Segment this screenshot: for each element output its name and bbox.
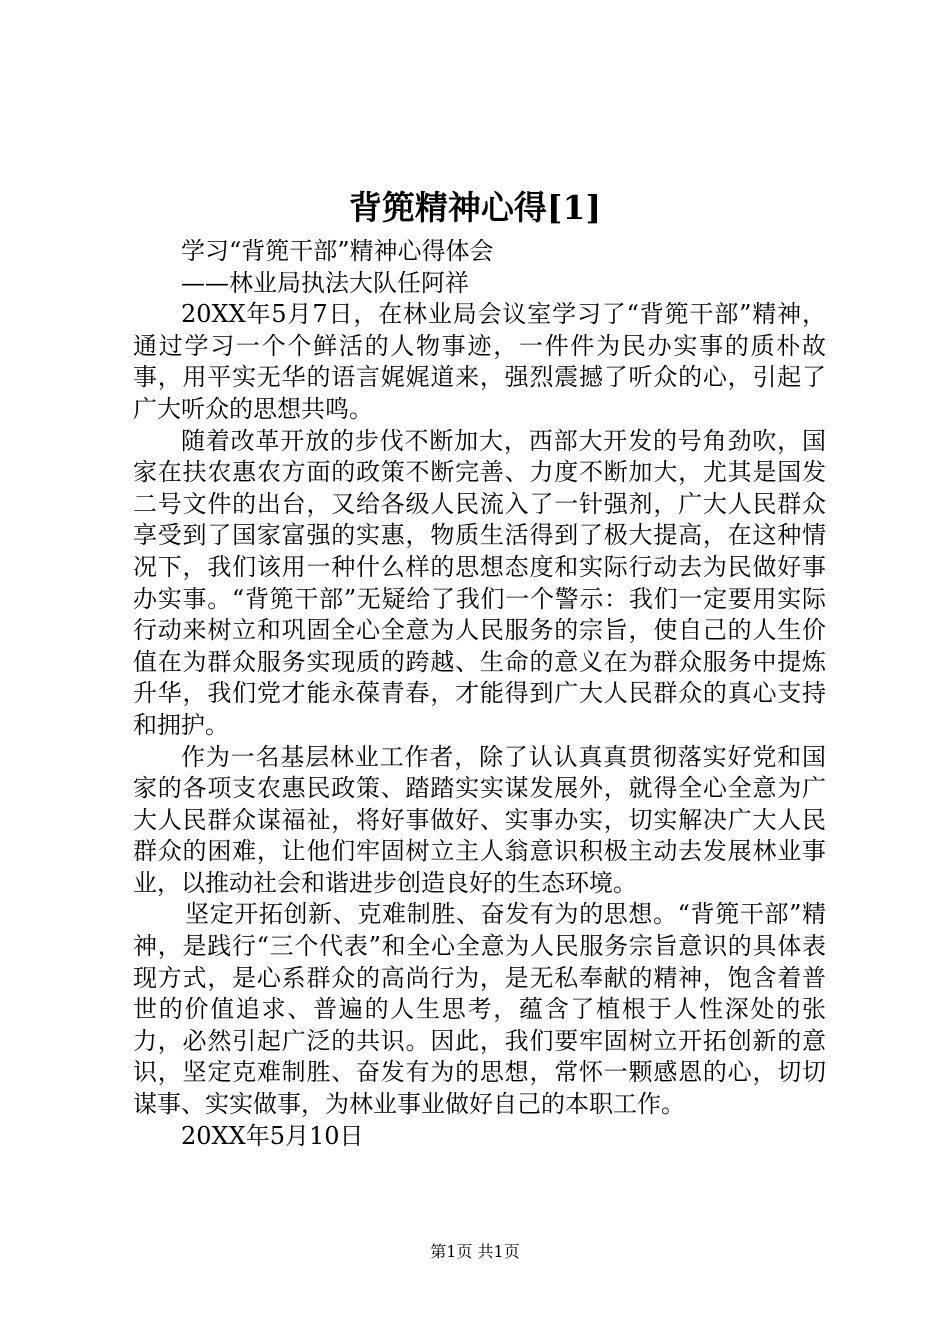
paragraph: 20XX年5月7日，在林业局会议室学习了“背篼干部”精神，通过学习一个个鲜活的人物事迹，一件件为民办实事的质朴故事，用平实无华的语言娓娓道来，强烈震撼了听众的心，引起了广大听众的思想共鸣。 — [133, 300, 826, 423]
date-line: 20XX年5月10日 — [181, 1121, 364, 1150]
paragraph: 随着改革开放的步伐不断加大，西部大开发的号角劲吹，国家在扶农惠农方面的政策不断完善、力度不断加大，尤其是国发二号文件的出台，又给各级人民流入了一针强剂，广大人民群众享受到了国家富强的实惠，物质生活得到了极大提高，在这种情况下，我们该用一种什么样的思想态度和实际行动去为民做好事办实事。“背篼干部”无疑给了我们一个警示：我们一定要用实际行动来树立和巩固全心全意为人民服务的宗旨，使自己的人生价值在为群众服务实现质的跨越、生命的意义在为群众服务中提炼升华，我们党才能永葆青春，才能得到广大人民群众的真心支持和拥护。 — [133, 426, 826, 739]
paragraph: 作为一名基层林业工作者，除了认认真真贯彻落实好党和国家的各项支农惠民政策、踏踏实实谋发展外，就得全心全意为广大人民群众谋福祉，将好事做好、实事办实，切实解决广大人民群众的困难，让他们牢固树立主人翁意识积极主动去发展林业事业，以推动社会和谐进步创造良好的生态环境。 — [133, 742, 826, 897]
subtitle: 学习“背篼干部”精神心得体会 — [181, 237, 494, 265]
document-body — [133, 236, 826, 1152]
page-footer: 第1页 共1页 — [430, 1242, 520, 1261]
paragraph: 坚定开拓创新、克难制胜、奋发有为的思想。“背篼干部”精神，是践行“三个代表”和全心全意为人民服务宗旨意识的具体表现方式，是心系群众的高尚行为，是无私奉献的精神，饱含着普世的价值追求、普遍的人生思考，蕴含了植根于人性深处的张力，必然引起广泛的共识。因此，我们要牢固树立开拓创新的意识，坚定克难制胜、奋发有为的思想，常怀一颗感恩的心，切切谋事、实实做事，为林业事业做好自己的本职工作。 — [133, 900, 826, 1119]
document-title: 背篼精神心得[1] — [348, 188, 602, 227]
author-line: ——林业局执法大队任阿祥 — [181, 268, 469, 297]
